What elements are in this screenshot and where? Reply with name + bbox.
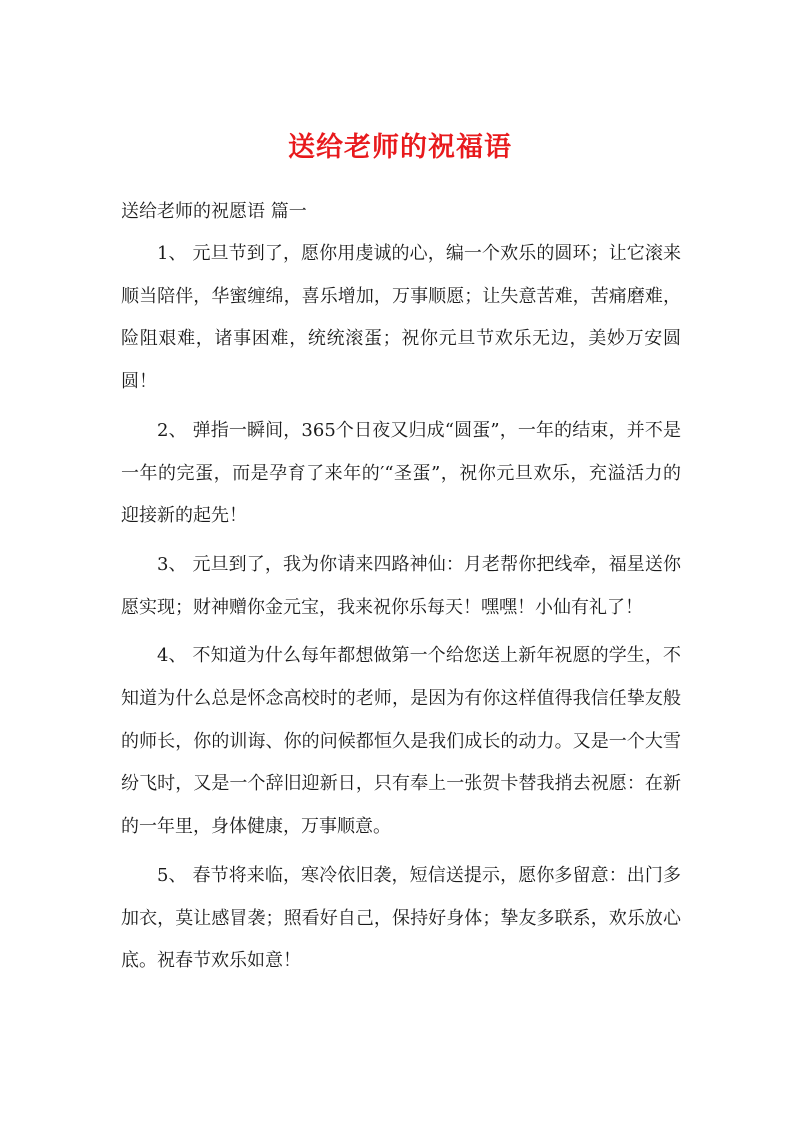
section-heading: 送给老师的祝愿语 篇一 [121, 201, 307, 222]
paragraph-5: 5、 春节将来临，寒冷依旧袭，短信送提示，愿你多留意：出门多加衣，莫让感冒袭；照看好自己，保持好身体；挚友多联系，欢乐放心底。祝春节欢乐如意！ [121, 864, 681, 972]
paragraph-1: 1、 元旦节到了，愿你用虔诚的心，编一个欢乐的圆环；让它滚来顺当陪伴，华蜜缠绵，喜乐增加，万事顺愿；让失意苦难，苦痛磨难，险阻艰难，诸事困难，统统滚蛋；祝你元旦节欢乐无边，美妙万安圆圆！ [121, 243, 681, 393]
paragraph-4: 4、 不知道为什么每年都想做第一个给您送上新年祝愿的学生，不知道为什么总是怀念高校时的老师，是因为有你这样值得我信任挚友般的师长，你的训诲、你的问候都恒久是我们成长的动力。又是一个大雪纷飞时，又是一个辞旧迎新日，只有奉上一张贺卡替我捎去祝愿：在新的一年里，身体健康，万事顺意。 [121, 645, 681, 838]
paragraph-2: 2、 弹指一瞬间，365个日夜又归成“圆蛋”，一年的结束，并不是一年的完蛋，而是孕育了来年的′“圣蛋”，祝你元旦欢乐，充溢活力的迎接新的起先！ [121, 419, 681, 527]
document-title: 送给老师的祝福语 [288, 132, 512, 163]
paragraph-3: 3、 元旦到了，我为你请来四路神仙：月老帮你把线牵，福星送你愿实现；财神赠你金元宝，我来祝你乐每天！嘿嘿！小仙有礼了！ [121, 553, 681, 618]
document-body [121, 233, 681, 989]
